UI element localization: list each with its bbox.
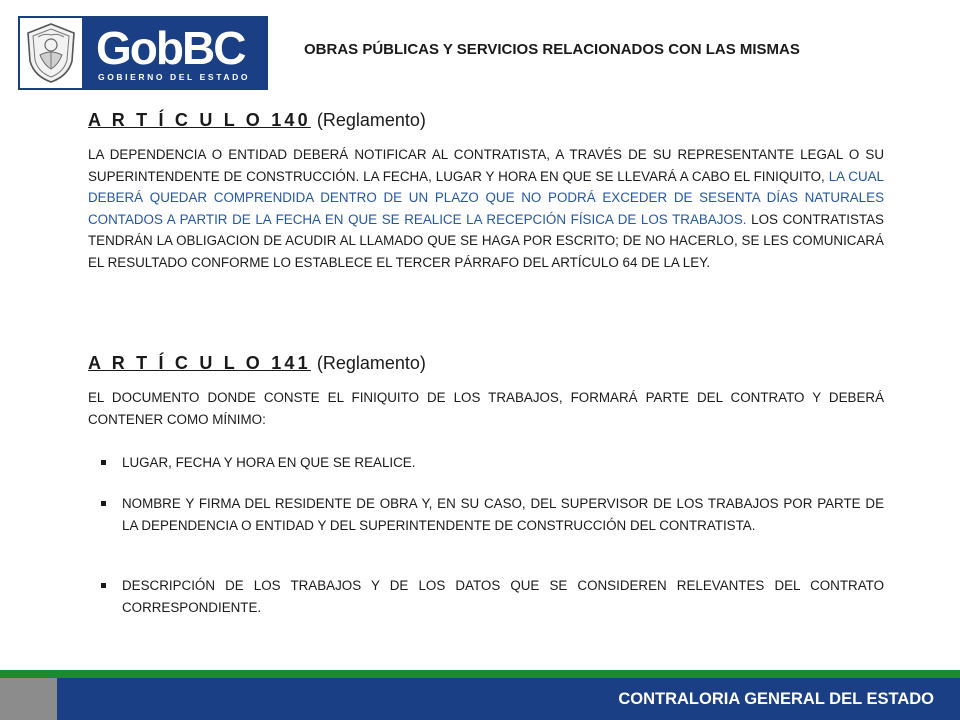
list-item-text: DESCRIPCIÓN DE LOS TRABAJOS Y DE LOS DATOS QUE SE CONSIDEREN RELEVANTES DEL CONTRATO CORRESPONDIENTE. <box>122 578 884 615</box>
brand-banner <box>82 18 266 88</box>
article-140-heading <box>88 110 426 131</box>
article-140-text-highlight: LA CUAL DEBERÁ QUEDAR COMPRENDIDA DENTRO DE UN PLAZO QUE NO PODRÁ EXCEDER DE SESENTA DÍAS NATURALES CONTADOS A PARTIR DE LA FECHA EN QUE SE REALICE LA RECEPCIÓN FÍSICA DE LOS TRABAJOS. <box>88 168 884 227</box>
page-title: OBRAS PÚBLICAS Y SERVICIOS RELACIONADOS CON LAS MISMAS <box>304 41 800 58</box>
article-140-text <box>88 144 884 274</box>
brand-subtitle: GOBIERNO DEL ESTADO <box>98 72 251 82</box>
article-141-number: A R T Í C U L O 141 <box>88 353 311 373</box>
list-item <box>100 452 884 474</box>
article-141-reference: (Reglamento) <box>316 353 426 373</box>
article-141-heading <box>88 353 426 374</box>
footer-text: CONTRALORIA GENERAL DEL ESTADO <box>618 690 934 708</box>
bullet-icon <box>100 493 122 536</box>
article-140-number: A R T Í C U L O 140 <box>88 110 311 130</box>
list-item-text: NOMBRE Y FIRMA DEL RESIDENTE DE OBRA Y, EN SU CASO, DEL SUPERVISOR DE LOS TRABAJOS POR PARTE DE LA DEPENDENCIA O ENTIDAD Y DEL SUPERINTENDENTE DE CONSTRUCCIÓN DEL CONTRATISTA. <box>122 496 884 533</box>
footer-gray-block <box>0 678 57 720</box>
article-141-intro: EL DOCUMENTO DONDE CONSTE EL FINIQUITO DE LOS TRABAJOS, FORMARÁ PARTE DEL CONTRATO Y DEBERÁ CONTENER COMO MÍNIMO: <box>88 390 884 427</box>
footer-green-stripe <box>0 670 960 678</box>
brand-name: GobBC <box>96 22 245 74</box>
article-140-reference: (Reglamento) <box>316 110 426 130</box>
article-140-text-b: LOS CONTRATISTAS TENDRÁN LA OBLIGACION DE ACUDIR AL LLAMADO QUE SE HAGA POR ESCRITO; DE NO HACERLO, SE LES COMUNICARÁ EL RESULTADO CONFORME LO ESTABLECE EL TERCER PÁRRAFO DEL ARTÍCULO 64 DE LA LEY. <box>88 211 884 270</box>
list-item <box>100 493 884 536</box>
bullet-icon <box>100 452 122 474</box>
gobbc-logo <box>18 16 268 90</box>
article-140-text-a: LA DEPENDENCIA O ENTIDAD DEBERÁ NOTIFICAR AL CONTRATISTA, A TRAVÉS DE SU REPRESENTANTE LEGAL O SU SUPERINTENDENTE DE CONSTRUCCIÓN. LA FECHA, LUGAR Y HORA EN QUE SE LLEVARÁ A CABO EL FINIQUITO, <box>88 147 884 184</box>
list-item <box>100 575 884 618</box>
state-seal-icon <box>20 18 82 88</box>
list-item-text: LUGAR, FECHA Y HORA EN QUE SE REALICE. <box>122 455 416 470</box>
bullet-icon <box>100 575 122 618</box>
